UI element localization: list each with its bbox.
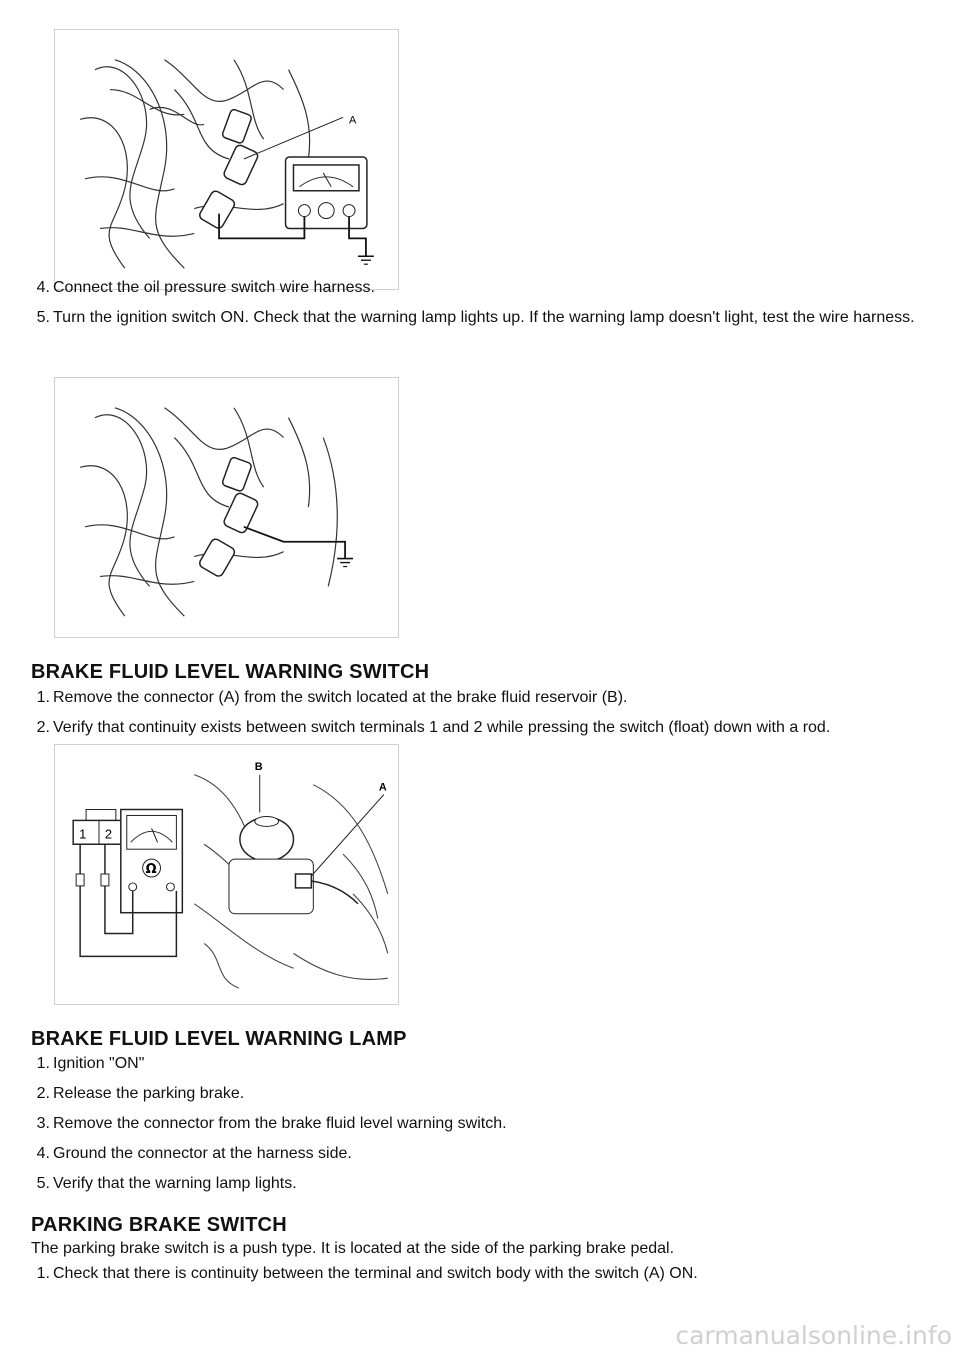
step-text: Turn the ignition switch ON. Check that the warning lamp lights up. If the warning lamp doesn't light, test the wire harness.	[53, 309, 915, 326]
step-number: 1.	[36, 1265, 50, 1282]
brake-switch-step-1	[30, 686, 920, 709]
oil-switch-meter-drawing	[55, 30, 398, 289]
step-number: 5.	[36, 309, 50, 326]
step-number: 2.	[36, 719, 50, 736]
brake-reservoir-meter-drawing	[55, 745, 398, 1004]
figure-oil-switch-meter	[54, 29, 399, 290]
step-text: Remove the connector from the brake fluid level warning switch.	[53, 1115, 507, 1132]
parking-switch-step-1	[30, 1262, 920, 1285]
brake-lamp-step-3	[30, 1112, 920, 1135]
step-number: 1.	[36, 1055, 50, 1072]
callout-a: A	[378, 781, 387, 794]
figure-brake-reservoir-meter	[54, 744, 399, 1005]
step-text: Remove the connector (A) from the switch located at the brake fluid reservoir (B).	[53, 689, 628, 706]
brake-lamp-step-5	[30, 1172, 920, 1195]
brake-lamp-step-1	[30, 1052, 920, 1075]
callout-a: A	[349, 114, 357, 127]
step-number: 2.	[36, 1085, 50, 1102]
step-number: 1.	[36, 689, 50, 706]
step-text: Connect the oil pressure switch wire harness.	[53, 279, 375, 296]
watermark: carmanualsonline.info	[675, 1321, 952, 1350]
callout-b: B	[254, 760, 263, 773]
oil-step-4	[30, 276, 920, 299]
step-text: Verify that the warning lamp lights.	[53, 1175, 297, 1192]
step-text: Check that there is continuity between the terminal and switch body with the switch (A) ON.	[53, 1265, 698, 1282]
ohm-symbol: Ω	[145, 862, 157, 878]
step-text: Ignition "ON"	[53, 1055, 145, 1072]
step-text: Release the parking brake.	[53, 1085, 245, 1102]
step-text: Ground the connector at the harness side.	[53, 1145, 352, 1162]
brake-lamp-step-4	[30, 1142, 920, 1165]
heading-brake-fluid-lamp: BRAKE FLUID LEVEL WARNING LAMP	[31, 1028, 407, 1050]
step-number: 4.	[36, 279, 50, 296]
oil-step-5	[30, 306, 920, 329]
brake-switch-step-2	[30, 716, 920, 739]
terminal-1-label: 1	[79, 826, 87, 842]
grounded-connector-drawing	[55, 378, 398, 637]
heading-brake-fluid-switch: BRAKE FLUID LEVEL WARNING SWITCH	[31, 661, 430, 683]
step-text: Verify that continuity exists between switch terminals 1 and 2 while pressing the switch (float) down with a rod.	[53, 719, 831, 736]
step-number: 5.	[36, 1175, 50, 1192]
terminal-2-label: 2	[104, 826, 113, 842]
brake-lamp-step-2	[30, 1082, 920, 1105]
step-number: 3.	[36, 1115, 50, 1132]
heading-parking-brake-switch: PARKING BRAKE SWITCH	[31, 1214, 287, 1236]
step-number: 4.	[36, 1145, 50, 1162]
parking-switch-intro: The parking brake switch is a push type. It is located at the side of the parking brake pedal.	[31, 1240, 675, 1257]
figure-grounded-connector	[54, 377, 399, 638]
